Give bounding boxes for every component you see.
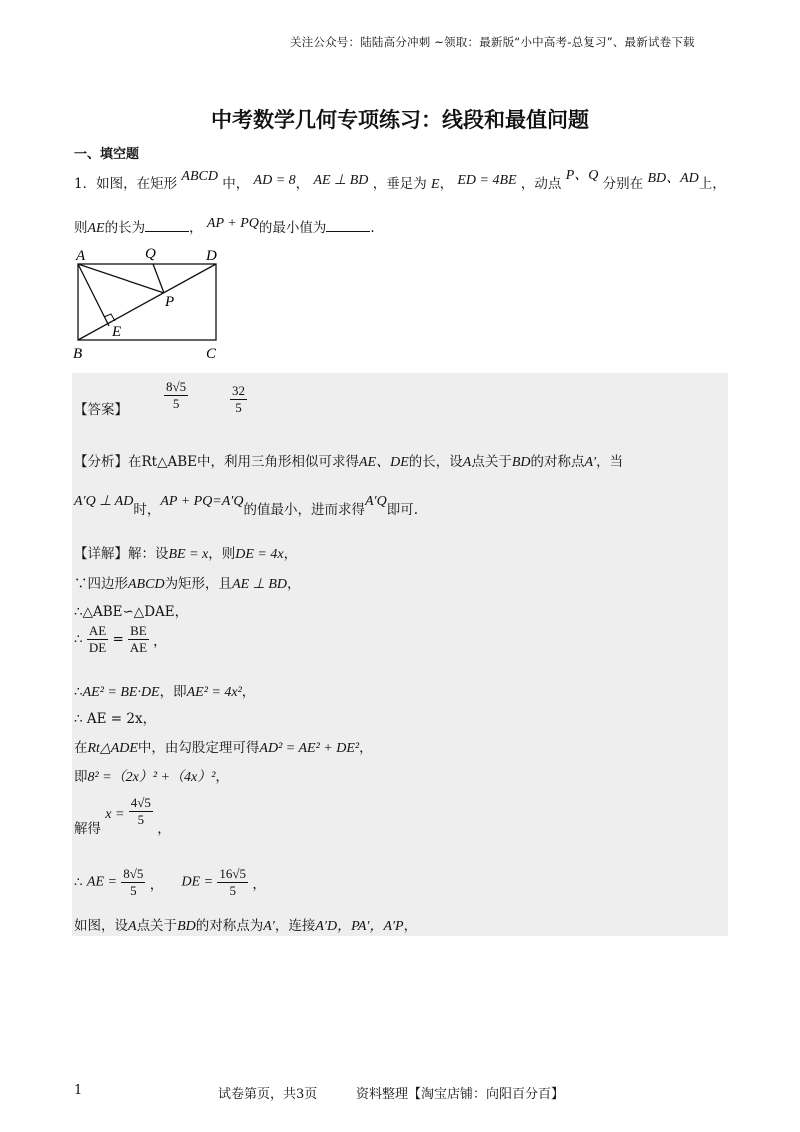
text: 的值最小，进而求得	[243, 502, 365, 518]
q-text: ，	[439, 176, 454, 192]
detail-line-2	[74, 572, 301, 593]
page-header: 关注公众号：陆陆高分冲刺 ~领取：最新版“小中高考-总复习”、最新试卷下载	[290, 35, 695, 49]
q-math: AE ⊥ BD	[313, 173, 369, 188]
math: AD² = AE² + DE²	[259, 741, 360, 756]
detail-line-11	[74, 914, 417, 935]
question-line-2	[74, 216, 375, 237]
q-text: 的最小值为	[258, 220, 327, 236]
answer-2	[230, 383, 247, 416]
math: AE、DE	[359, 455, 409, 470]
text: 即	[74, 769, 88, 785]
text: ，	[215, 769, 229, 785]
text: ∵四边形	[74, 576, 128, 592]
math: AE ⊥ BD	[232, 577, 288, 592]
math: A′	[263, 919, 275, 934]
analysis-line-2	[74, 494, 419, 519]
text: ，则	[208, 546, 236, 562]
math: BE = x	[168, 547, 209, 562]
diagonal-bd	[78, 264, 216, 340]
frac-denominator: 5	[137, 812, 145, 827]
q-math: ABCD	[181, 169, 218, 184]
analysis-line-1	[74, 450, 623, 471]
text: ，	[149, 876, 164, 893]
rectangle-figure	[66, 242, 236, 364]
detail-line-9	[74, 795, 171, 837]
q-math: BD、AD	[647, 171, 699, 186]
text: 时，	[133, 502, 161, 518]
q-text: 则	[74, 220, 88, 236]
text: 的长，设	[408, 454, 463, 470]
text: ，	[241, 684, 256, 700]
q-text: ，动点	[520, 176, 562, 192]
text: 解得	[74, 821, 101, 837]
page-title: 中考数学几何专项练习：线段和最值问题	[211, 108, 589, 132]
text: ，	[252, 876, 266, 893]
detail-line-4	[74, 623, 167, 656]
math: A′D，PA′，A′P	[315, 919, 404, 934]
frac-denominator: 5	[130, 883, 137, 898]
text: ，	[157, 821, 171, 837]
frac-denominator: 5	[172, 396, 180, 411]
text: =	[112, 631, 124, 648]
math: A′Q ⊥ AD	[74, 494, 134, 509]
math: A′	[584, 455, 597, 470]
math: AE =	[86, 874, 117, 890]
text: ，	[287, 576, 301, 592]
frac-numerator: 8√5	[123, 866, 144, 881]
text: ，	[359, 740, 373, 756]
q-text: .	[370, 220, 375, 236]
q-text: 的长为	[104, 220, 146, 236]
text: ∴	[74, 631, 83, 648]
label-b: B	[73, 346, 83, 362]
text: ，即	[159, 684, 187, 700]
footer-source: 资料整理【淘宝店铺：向阳百分百】	[356, 1087, 565, 1102]
text: 解：设	[128, 546, 169, 562]
text: 如图，设	[74, 918, 128, 934]
math: x =	[105, 807, 125, 822]
text: 为矩形，且	[164, 576, 233, 592]
q-math: AP + PQ	[206, 216, 259, 231]
math: ABCD	[128, 577, 165, 592]
math: A	[128, 919, 137, 934]
detail-line-10	[74, 866, 266, 899]
math: Rt△ADE	[87, 741, 138, 756]
text: 在Rt△ABE中，利用三角形相似可求得	[128, 454, 359, 470]
frac-denominator: DE	[88, 640, 107, 655]
label-d: D	[206, 248, 217, 264]
q-text: ，	[189, 220, 203, 236]
frac-numerator: AE	[88, 623, 107, 638]
text: ，	[153, 633, 167, 650]
text: ，连接	[274, 918, 316, 934]
text: 的对称点	[530, 454, 585, 470]
q-math: E	[431, 177, 440, 192]
q-math: AE	[87, 221, 105, 236]
frac-denominator: 5	[235, 400, 242, 415]
math: A	[462, 455, 472, 470]
detail-line-3: ∴△ABE∽△DAE，	[74, 604, 189, 620]
detail-line-5	[74, 680, 255, 701]
text: 在	[74, 740, 88, 756]
label-a: A	[76, 248, 86, 264]
detail-line-6: ∴ AE = 2x，	[74, 711, 157, 727]
analysis-label: 【分析】	[74, 454, 128, 470]
text: ，当	[596, 454, 624, 470]
question-line-1	[74, 168, 726, 193]
frac-numerator: 16√5	[219, 866, 247, 881]
frac-denominator: 5	[229, 883, 236, 898]
frac-numerator: BE	[130, 623, 147, 638]
q-text: ，	[295, 176, 310, 192]
text: ，	[283, 546, 298, 562]
detail-label: 【详解】	[74, 546, 128, 562]
math: A′Q	[364, 494, 387, 509]
footer-page-info: 试卷第页，共3页	[218, 1087, 318, 1102]
segment-pq	[153, 264, 164, 293]
frac-numerator: 8√5	[166, 379, 187, 394]
label-e: E	[112, 324, 122, 340]
math: AE² = 4x²	[186, 685, 242, 700]
frac-denominator: AE	[129, 640, 148, 655]
answer-1	[164, 379, 188, 412]
text: 中，由勾股定理可得	[137, 740, 260, 756]
text: 即可.	[386, 502, 419, 518]
detail-line-8	[74, 765, 229, 786]
q-text: ，垂足为	[372, 176, 427, 192]
text: 的对称点为	[195, 918, 264, 934]
math: AE² = BE·DE	[82, 685, 160, 700]
q-math: ED = 4BE	[457, 173, 517, 188]
label-c: C	[206, 346, 217, 362]
frac-numerator: 4√5	[130, 795, 151, 810]
math: DE = 4x	[235, 547, 284, 562]
math: 8² =（2x）² +（4x）²	[87, 770, 216, 785]
label-q: Q	[145, 246, 156, 262]
q-math: P、Q	[565, 168, 599, 183]
answer-blank	[326, 219, 370, 232]
label-p: P	[165, 294, 175, 310]
q-text: 上，	[698, 176, 726, 192]
text: ，	[403, 918, 418, 934]
section-heading: 一、填空题	[74, 147, 140, 162]
math: BD	[511, 455, 531, 470]
text: 点关于	[471, 454, 512, 470]
detail-line-7	[74, 736, 373, 757]
answer-label: 【答案】	[74, 402, 128, 418]
math: DE =	[181, 874, 214, 890]
q-text: 1．如图，在矩形	[74, 176, 178, 192]
text: ∴	[74, 684, 83, 700]
q-math: AD = 8	[253, 173, 296, 188]
q-text: 分别在	[602, 176, 644, 192]
answer-blank	[145, 219, 189, 232]
math: AP + PQ=A′Q	[160, 494, 244, 509]
detail-line-1	[74, 542, 297, 563]
q-text: 中，	[222, 176, 250, 192]
text: 点关于	[136, 918, 178, 934]
text: ∴	[74, 874, 83, 891]
page-number: 1	[74, 1083, 83, 1098]
math: BD	[177, 919, 196, 934]
frac-numerator: 32	[232, 383, 245, 398]
